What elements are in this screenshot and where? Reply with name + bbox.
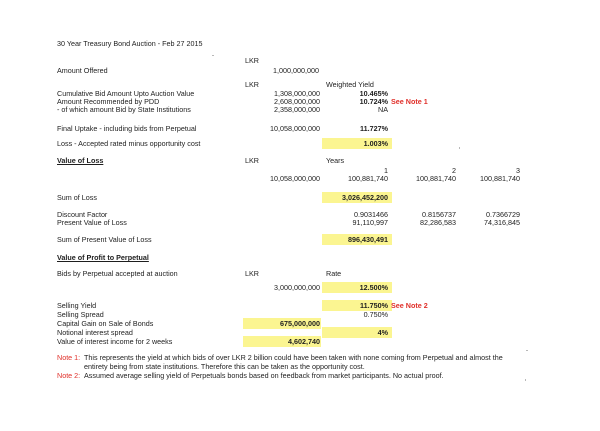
rate-header: Rate	[326, 269, 342, 278]
page-title: 30 Year Treasury Bond Auction - Feb 27 2015	[57, 39, 203, 48]
final-uptake-lkr: 10,058,000,000	[270, 124, 320, 133]
cumulative-yield: 10.465%	[359, 89, 388, 98]
selling-yield-label: Selling Yield	[57, 301, 97, 310]
year-2: 2	[452, 166, 456, 175]
lkr-header-4: LKR	[245, 269, 259, 278]
see-note-1: See Note 1	[391, 97, 428, 106]
weighted-yield-header: Weighted Yield	[326, 80, 374, 89]
state-inst-label: - of which amount Bid by State Institutions	[57, 105, 191, 114]
loss-year-2: 100,881,740	[416, 174, 456, 183]
cumulative-label: Cumulative Bid Amount Upto Auction Value	[57, 89, 195, 98]
pv-loss-2: 82,286,583	[420, 218, 456, 227]
bids-perpetual-lkr: 3,000,000,000	[274, 283, 320, 292]
state-inst-yield: NA	[378, 105, 388, 114]
sum-pv-loss-value: 896,430,491	[348, 235, 388, 244]
recommended-lkr: 2,608,000,000	[274, 97, 320, 106]
note-2-text: Assumed average selling yield of Perpetuals bonds based on feedback from market participants. No actual proof.	[84, 371, 444, 380]
lkr-header-3: LKR	[245, 156, 259, 165]
scan-speck	[526, 350, 528, 351]
bids-perpetual-rate: 12.500%	[359, 283, 388, 292]
state-inst-lkr: 2,358,000,000	[274, 105, 320, 114]
scan-speck	[212, 55, 214, 56]
final-uptake-label: Final Uptake - including bids from Perpetual	[57, 124, 197, 133]
years-header: Years	[326, 156, 345, 165]
scan-speck	[459, 147, 460, 149]
amount-offered-label: Amount Offered	[57, 66, 108, 75]
sum-of-loss-label: Sum of Loss	[57, 193, 97, 202]
loss-accepted-label: Loss - Accepted rated minus opportunity cost	[57, 139, 201, 148]
loss-year-3: 100,881,740	[480, 174, 520, 183]
see-note-2: See Note 2	[391, 301, 428, 310]
discount-factor-2: 0.8156737	[422, 210, 456, 219]
sum-pv-loss-label: Sum of Present Value of Loss	[57, 235, 152, 244]
interest-income-value: 4,602,740	[288, 337, 320, 346]
loss-accepted-value: 1.003%	[363, 139, 388, 148]
notional-spread-value: 4%	[377, 328, 388, 337]
selling-yield-value: 11.750%	[360, 301, 388, 310]
selling-spread-label: Selling Spread	[57, 310, 104, 319]
sum-of-loss-value: 3,026,452,200	[342, 193, 388, 202]
lkr-header-1: LKR	[245, 56, 259, 65]
cumulative-lkr: 1,308,000,000	[274, 89, 320, 98]
discount-factor-1: 0.9031466	[354, 210, 388, 219]
scan-speck	[525, 379, 526, 381]
discount-factor-3: 0.7366729	[486, 210, 520, 219]
note-1-text-line1: This represents the yield at which bids of over LKR 2 billion could have been taken with none coming from Perpetual and almost the	[84, 353, 503, 362]
note-1-label: Note 1:	[57, 353, 81, 362]
year-1: 1	[384, 166, 388, 175]
recommended-yield: 10.724%	[359, 97, 388, 106]
value-of-profit-heading: Value of Profit to Perpetual	[57, 253, 149, 262]
loss-year-1: 100,881,740	[348, 174, 388, 183]
pv-loss-1: 91,110,997	[352, 218, 388, 227]
year-3: 3	[516, 166, 520, 175]
capital-gain-label: Capital Gain on Sale of Bonds	[57, 319, 154, 328]
note-2-label: Note 2:	[57, 371, 81, 380]
pv-loss-label: Present Value of Loss	[57, 218, 127, 227]
notional-spread-label: Notional interest spread	[57, 328, 133, 337]
lkr-header-2: LKR	[245, 80, 259, 89]
interest-income-label: Value of interest income for 2 weeks	[57, 337, 173, 346]
recommended-label: Amount Recommended by PDD	[57, 97, 160, 106]
bids-perpetual-label: Bids by Perpetual accepted at auction	[57, 269, 178, 278]
value-of-loss-heading: Value of Loss	[57, 156, 104, 165]
note-1-text-line2: entirety being from state institutions. Therefore this can be taken as the opportunity cost.	[84, 362, 365, 371]
discount-factor-label: Discount Factor	[57, 210, 108, 219]
final-uptake-yield: 11.727%	[360, 124, 388, 133]
capital-gain-value: 675,000,000	[280, 319, 320, 328]
selling-spread-value: 0.750%	[363, 310, 388, 319]
pv-loss-3: 74,316,845	[484, 218, 520, 227]
amount-offered-value: 1,000,000,000	[273, 66, 319, 75]
value-of-loss-lkr: 10,058,000,000	[270, 174, 320, 183]
